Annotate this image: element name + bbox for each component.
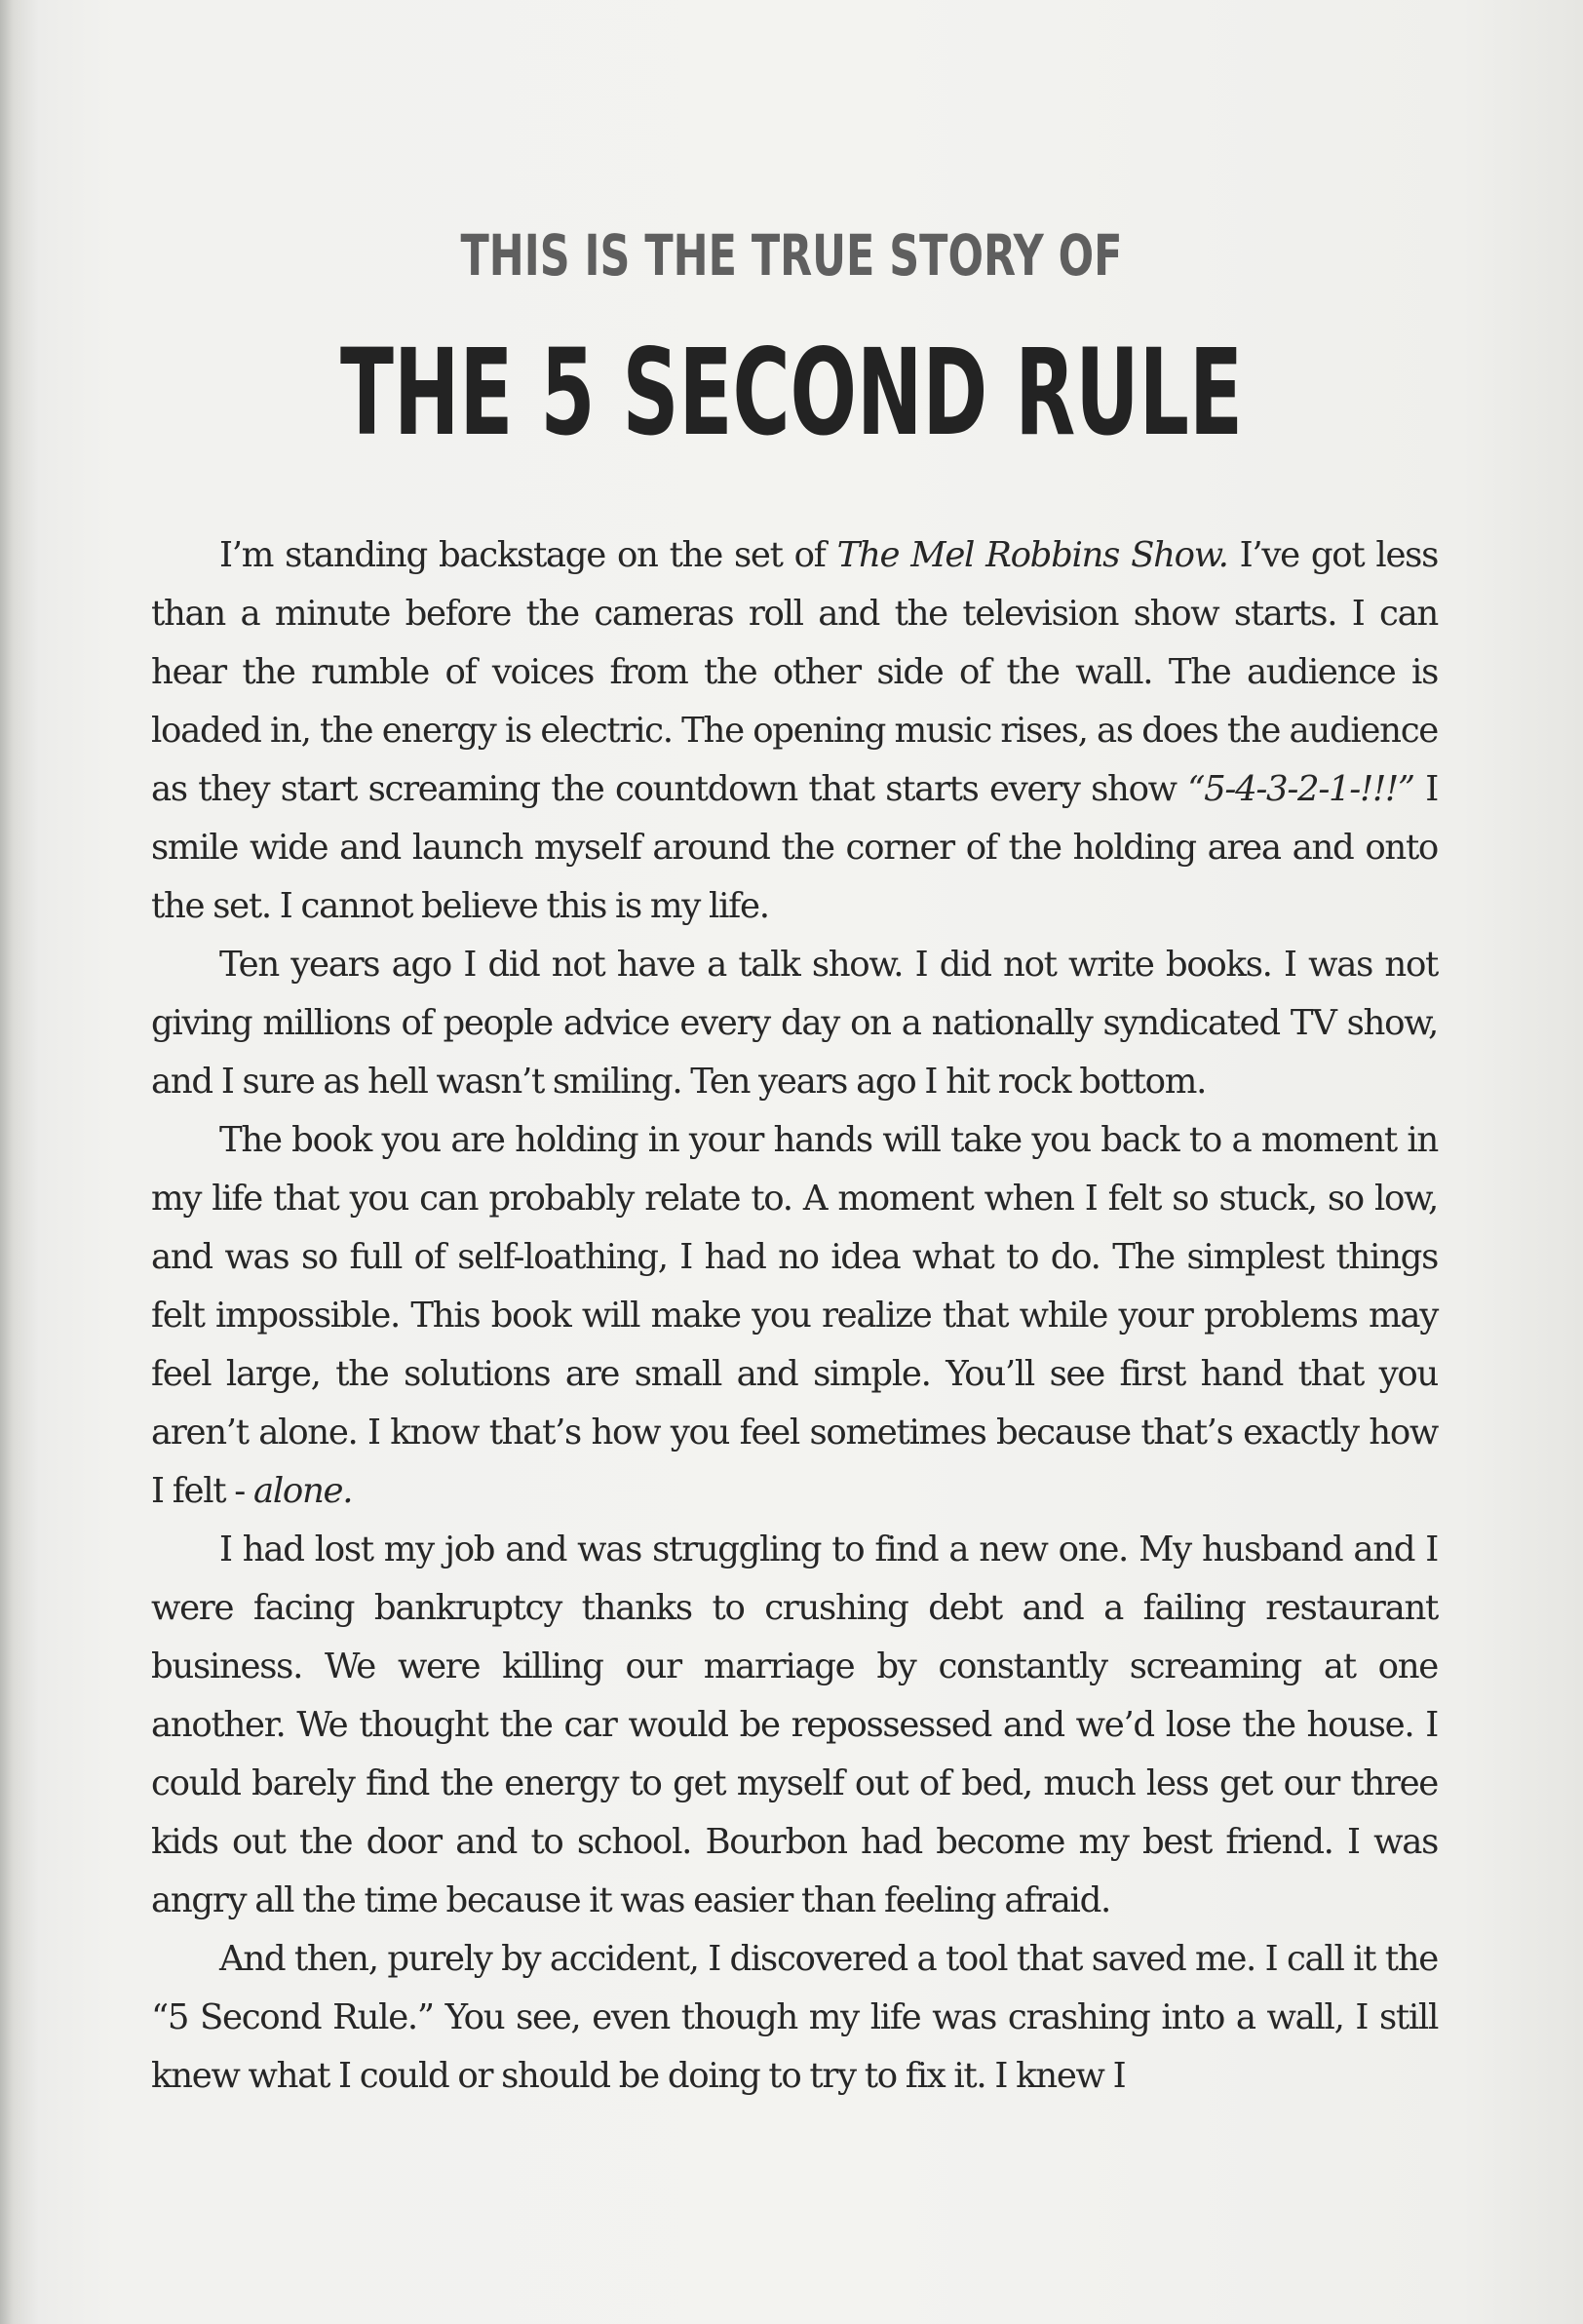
chapter-title: THE 5 SECOND RULE [340, 324, 1243, 462]
paragraph-1-text-c: I smile wide and launch myself around the corner of the holding area and onto the set. I cannot believe this is my life. [151, 769, 1438, 926]
paragraph-3 [151, 1111, 1438, 1521]
paragraph-1-text-a: I’m standing backstage on the set of [219, 535, 837, 575]
chapter-subtitle: THIS IS THE TRUE STORY OF [460, 222, 1123, 289]
paragraph-1-text-b: I’ve got less than a minute before the cameras roll and the television show starts. I can hear the rumble of voices from the other side of the wall. The audience is loaded in, the energy is electric. The opening music rises, as does the audience as they start screaming the countdown that starts every show [151, 535, 1439, 809]
paragraph-1 [151, 526, 1438, 936]
paragraph-3-text: The book you are holding in your hands will take you back to a moment in my life that you can probably relate to. A moment when I felt so stuck, so low, and was so full of self-loathing, I had no idea what to do. The simplest things felt impossible. This book will make you realize that while your problems may feel large, the solutions are small and simple. You’ll see first hand that you aren’t alone. I know that’s how you feel sometimes because that’s exactly how I felt - [151, 1120, 1438, 1511]
alone-italic: alone. [252, 1471, 353, 1511]
paragraph-2: Ten years ago I did not have a talk show. I did not write books. I was not giving millions of people advice every day on a nationally syndicated TV show, and I sure as hell wasn’t smiling. Ten years ago I hit rock bottom. [151, 945, 1438, 1102]
show-title-italic: The Mel Robbins Show. [836, 535, 1228, 575]
body-text [151, 526, 1438, 2106]
paragraph-4: I had lost my job and was struggling to find a new one. My husband and I were facing bankruptcy thanks to crushing debt and a failing restaurant business. We were killing our marriage by constantly screaming at one another. We thought the car would be repossessed and we’d lose the house. I could barely find the energy to get myself out of bed, much less get our three kids out the door and to school. Bourbon had become my best friend. I was angry all the time because it was easier than feeling afraid. [151, 1530, 1438, 1920]
countdown-italic: “5-4-3-2-1-!!!” [1187, 769, 1414, 809]
paragraph-5: And then, purely by accident, I discovered a tool that saved me. I call it the “5 Second Rule.” You see, even though my life was crashing into a wall, I still knew what I could or should be doing to try to fix it. I knew I [151, 1939, 1438, 2096]
